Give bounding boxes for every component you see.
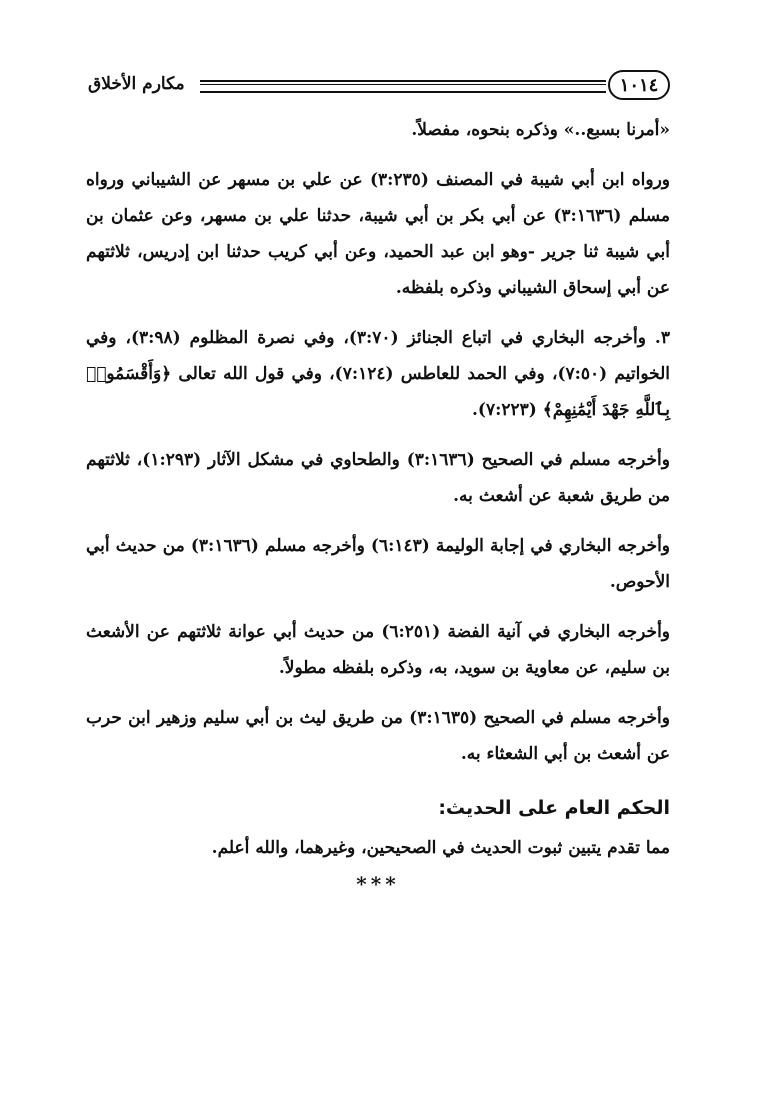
paragraph-7: وأخرجه مسلم في الصحيح (٣:١٦٣٥) من طريق ليث بن أبي سليم وزهير ابن حرب عن أشعث بن أبي الشعثاء به. bbox=[86, 708, 670, 764]
verse-reference: (٧:٢٢٣). bbox=[472, 400, 537, 420]
paragraph-4: وأخرجه مسلم في الصحيح (٣:١٦٣٦) والطحاوي في مشكل الآثار (١:٢٩٣)، ثلاثتهم من طريق شعبة عن أشعث به. bbox=[86, 450, 670, 506]
section-separator: *** bbox=[356, 872, 400, 896]
page-body bbox=[86, 112, 670, 896]
section-text: مما تقدم يتبين ثبوت الحديث في الصحيحين، وغيرهما، والله أعلم. bbox=[211, 838, 670, 858]
quran-verse: ﴿وَأَقْسَمُوا۟ بِٱللَّهِ جَهْدَ أَيْمَٰنِهِمْ﴾ bbox=[86, 364, 670, 420]
paragraph-6: وأخرجه البخاري في آنية الفضة (٦:٢٥١) من حديث أبي عوانة ثلاثتهم عن الأشعث بن سليم، عن معاوية بن سويد، به، وذكره بلفظه مطولاً. bbox=[86, 622, 670, 678]
page-header bbox=[88, 70, 670, 106]
paragraph-5: وأخرجه البخاري في إجابة الوليمة (٦:١٤٣) وأخرجه مسلم (٣:١٦٣٦) من حديث أبي الأحوص. bbox=[86, 536, 671, 592]
book-title: مكارم الأخلاق bbox=[88, 74, 185, 94]
paragraph-2: ورواه ابن أبي شيبة في المصنف (٣:٢٣٥) عن علي بن مسهر عن الشيباني ورواه مسلم (٣:١٦٣٦) عن أبي بكر بن أبي شيبة، حدثنا علي بن مسهر، وعن عثمان بن أبي شيبة ثنا جرير -وهو ابن عبد الحميد، وعن أبي كريب حدثنا ابن إدريس، ثلاثتهم عن أبي إسحاق الشيباني وذكره بلفظه. bbox=[86, 170, 670, 298]
section-heading: الحكم العام على الحديث: bbox=[438, 797, 670, 819]
paragraph-3-text: ٣. وأخرجه البخاري في اتباع الجنائز (٣:٧٠)، وفي نصرة المظلوم (٣:٩٨)، وفي الخواتيم (٧:٥٠)، وفي الحمد للعاطس (٧:١٢٤)، وفي قول الله تعالى bbox=[86, 328, 670, 384]
header-rule bbox=[200, 80, 606, 93]
paragraph-3 bbox=[86, 320, 670, 428]
page-number: ١٠١٤ bbox=[619, 74, 659, 96]
page-number-badge bbox=[608, 70, 670, 100]
paragraph-1: «أمرنا بسبع..» وذكره بنحوه، مفصلاً. bbox=[411, 120, 670, 140]
